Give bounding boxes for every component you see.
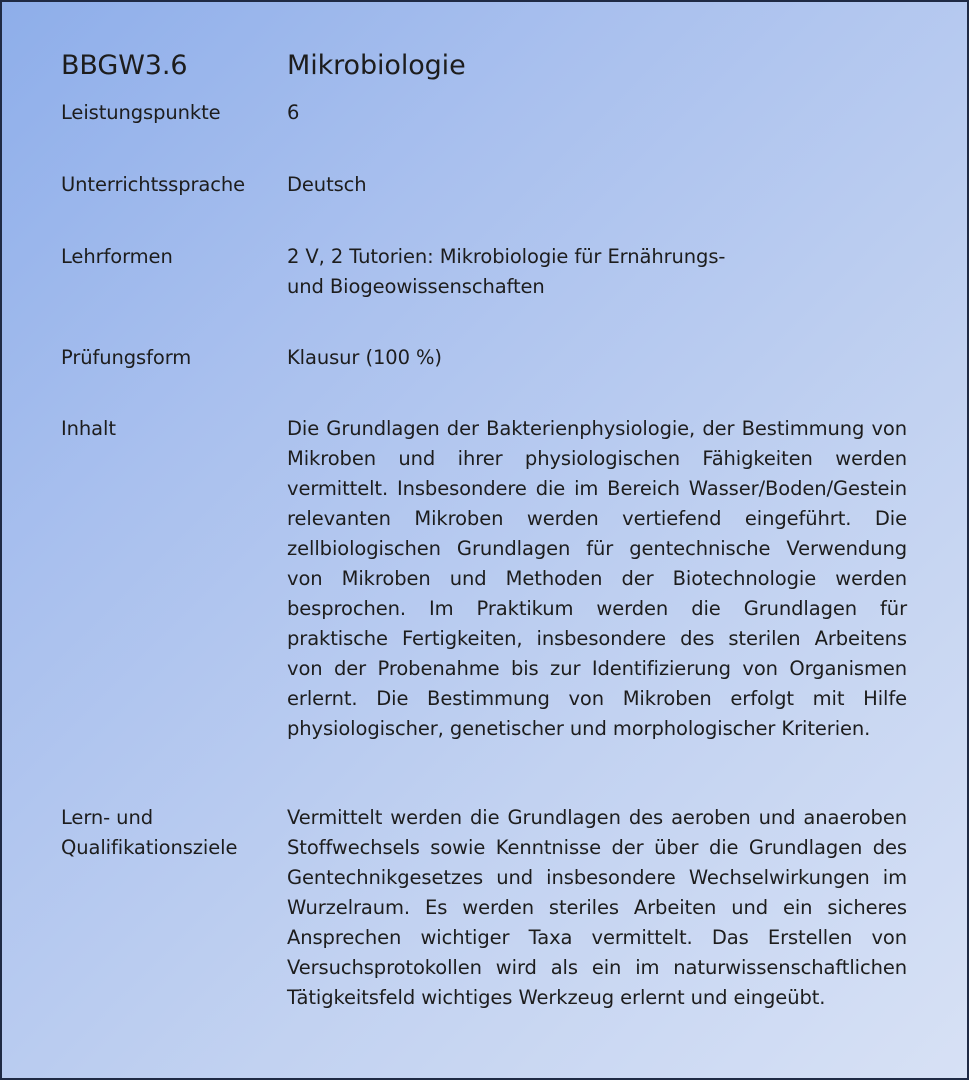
pruefungsform-value: Klausur (100 %) — [287, 346, 442, 369]
lehrformen-value-line2: und Biogeowissenschaften — [287, 275, 545, 298]
module-title: Mikrobiologie — [287, 50, 466, 81]
pruefungsform-label: Prüfungsform — [61, 346, 192, 369]
lernziele-value: Vermittelt werden die Grundlagen des aeroben und anaeroben Stoffwechsels sowie Kenntnisse der über die Grundlagen des Gentechnikgesetzes und insbesondere Wechselwirkungen im Wurzelraum. Es werden steriles Arbeiten und ein sicheres Ansprechen wichtiger Taxa vermittelt. Das Erstellen von Versuchsprotokollen wird als ein im naturwissenschaftlichen Tätigkeitsfeld wichtiges Werkzeug erlernt und eingeübt. — [287, 806, 907, 1009]
leistungspunkte-value: 6 — [287, 101, 300, 124]
lernziele-label-line2: Qualifikationsziele — [61, 836, 238, 859]
lernziele-label-line1: Lern- und — [61, 806, 153, 829]
inhalt-label: Inhalt — [61, 417, 116, 440]
lehrformen-label: Lehrformen — [61, 245, 173, 268]
lehrformen-value-line1: 2 V, 2 Tutorien: Mikrobiologie für Ernährungs- — [287, 245, 726, 268]
module-code: BBGW3.6 — [61, 50, 188, 81]
unterrichtssprache-label: Unterrichtssprache — [61, 173, 246, 196]
unterrichtssprache-value: Deutsch — [287, 173, 367, 196]
inhalt-value: Die Grundlagen der Bakterienphysiologie, der Bestimmung von Mikroben und ihrer physiologischen Fähigkeiten werden vermittelt. Insbesondere die im Bereich Wasser/Boden/Gestein relevanten Mikroben werden vertiefend eingeführt. Die zellbiologischen Grundlagen für gentechnische Verwendung von Mikroben und Methoden der Biotechnologie werden besprochen. Im Praktikum werden die Grundlagen für praktische Fertigkeiten, insbesondere des sterilen Arbeitens von der Probenahme bis zur Identifizierung von Organismen erlernt. Die Bestimmung von Mikroben erfolgt mit Hilfe physiologischer, genetischer und morphologischer Kriterien. — [287, 417, 907, 740]
leistungspunkte-label: Leistungspunkte — [61, 101, 221, 124]
lernziele-label — [61, 803, 276, 863]
lehrformen-value — [287, 242, 907, 302]
